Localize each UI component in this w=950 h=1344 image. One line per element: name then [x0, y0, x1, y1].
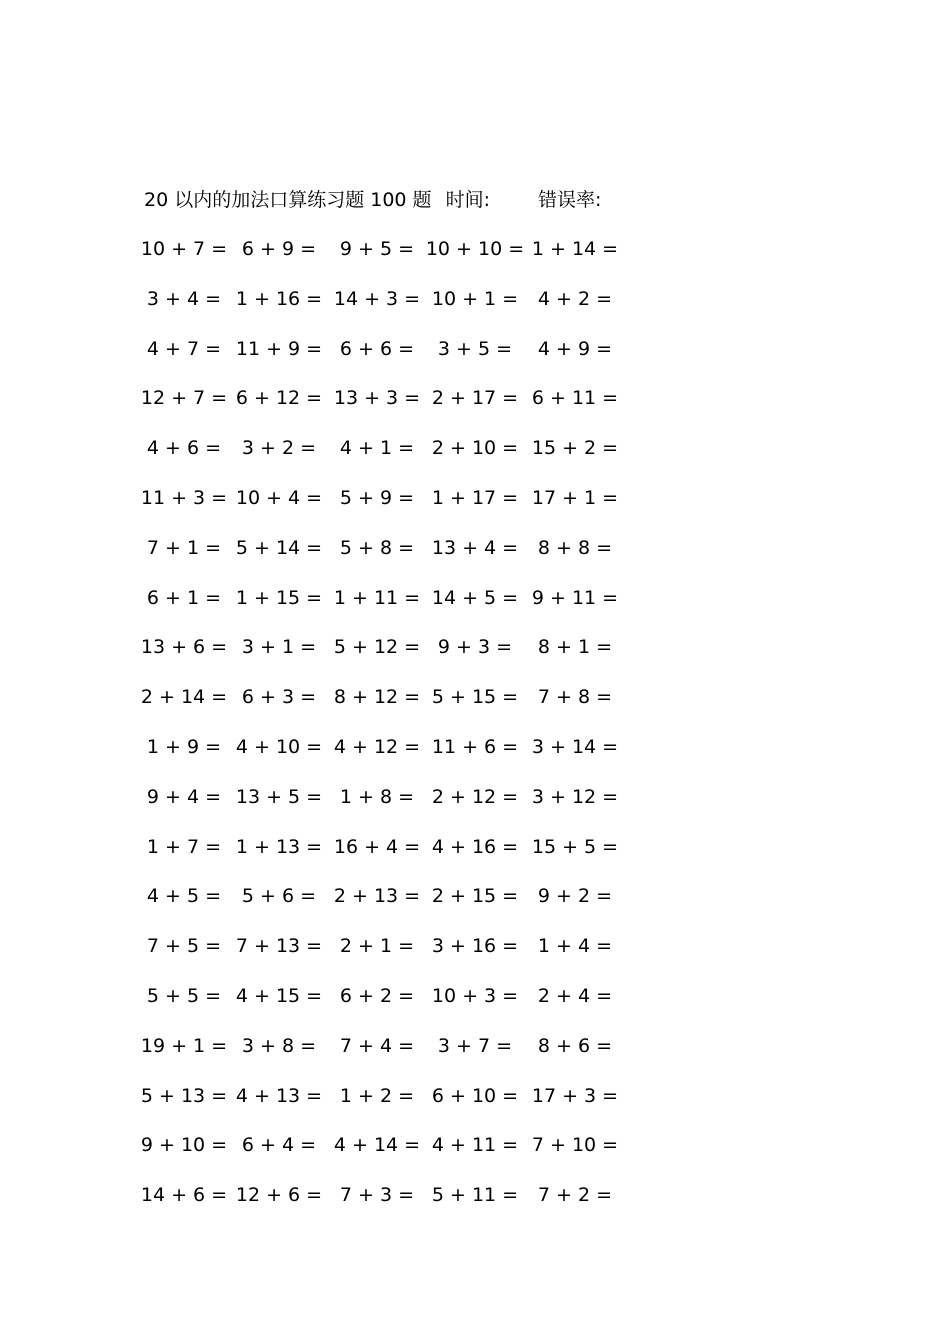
problem-item: 1 + 4 =	[537, 935, 613, 958]
problem-item: 5 + 5 =	[146, 985, 222, 1007]
problem-row	[0, 782, 950, 812]
problem-item: 5 + 8 =	[339, 536, 415, 559]
problem-item: 9 + 2 =	[537, 885, 613, 908]
problem-item: 10 + 1 =	[431, 287, 519, 310]
problem-item: 6 + 1 =	[146, 586, 222, 609]
problem-item: 2 + 13 =	[333, 885, 421, 908]
problem-item: 1 + 8 =	[339, 785, 415, 808]
problem-item: 17 + 1 =	[531, 487, 619, 509]
problem-item: 9 + 11 =	[531, 586, 619, 609]
problem-item: 7 + 5 =	[146, 935, 222, 958]
problem-item: 4 + 11 =	[431, 1134, 519, 1157]
worksheet-header	[144, 186, 601, 214]
problem-row	[0, 981, 950, 1011]
problem-item: 3 + 5 =	[437, 337, 513, 360]
problem-row	[0, 533, 950, 563]
problem-item: 3 + 16 =	[431, 935, 519, 958]
problem-item: 6 + 10 =	[431, 1084, 519, 1107]
problem-item: 11 + 6 =	[431, 736, 519, 758]
problem-item: 4 + 13 =	[235, 1084, 323, 1107]
problem-item: 7 + 8 =	[537, 686, 613, 709]
problem-item: 6 + 11 =	[531, 387, 619, 410]
problem-item: 11 + 3 =	[140, 487, 228, 509]
problem-item: 4 + 5 =	[146, 885, 222, 908]
problem-item: 7 + 2 =	[537, 1184, 613, 1207]
problem-item: 19 + 1 =	[140, 1034, 228, 1057]
problem-item: 5 + 12 =	[333, 636, 421, 659]
problem-item: 2 + 17 =	[431, 387, 519, 410]
problem-row	[0, 832, 950, 862]
problem-item: 5 + 6 =	[241, 885, 317, 908]
problem-item: 13 + 6 =	[140, 636, 228, 659]
problem-row	[0, 1180, 950, 1210]
problem-item: 5 + 11 =	[431, 1184, 519, 1207]
problem-item: 2 + 12 =	[431, 785, 519, 808]
problem-item: 8 + 12 =	[333, 686, 421, 709]
problem-item: 9 + 4 =	[146, 785, 222, 808]
worksheet-title: 20 以内的加法口算练习题 100 题	[144, 189, 432, 211]
problem-item: 7 + 3 =	[339, 1184, 415, 1207]
problem-item: 3 + 8 =	[241, 1034, 317, 1057]
problem-row	[0, 632, 950, 662]
problem-item: 2 + 10 =	[431, 437, 519, 460]
error-rate-label: 错误率:	[537, 189, 602, 211]
problem-item: 2 + 4 =	[537, 985, 613, 1007]
problem-item: 3 + 2 =	[241, 437, 317, 460]
problem-item: 4 + 6 =	[146, 437, 222, 460]
problem-item: 5 + 9 =	[339, 487, 415, 509]
time-label: 时间:	[445, 189, 490, 211]
problem-item: 6 + 3 =	[241, 686, 317, 709]
problem-item: 4 + 1 =	[339, 437, 415, 460]
problem-item: 1 + 16 =	[235, 287, 323, 310]
problem-item: 14 + 5 =	[431, 586, 519, 609]
problem-row	[0, 234, 950, 264]
problem-item: 14 + 3 =	[333, 287, 421, 310]
problem-item: 4 + 12 =	[333, 736, 421, 758]
problem-item: 14 + 6 =	[140, 1184, 228, 1207]
problem-item: 7 + 10 =	[531, 1134, 619, 1157]
problem-row	[0, 732, 950, 762]
problem-item: 2 + 1 =	[339, 935, 415, 958]
problem-item: 9 + 10 =	[140, 1134, 228, 1157]
problem-item: 2 + 15 =	[431, 885, 519, 908]
problem-item: 5 + 15 =	[431, 686, 519, 709]
problem-item: 7 + 4 =	[339, 1034, 415, 1057]
problem-item: 1 + 17 =	[431, 487, 519, 509]
problem-item: 8 + 1 =	[537, 636, 613, 659]
problem-item: 15 + 2 =	[531, 437, 619, 460]
problem-item: 3 + 14 =	[531, 736, 619, 758]
problem-item: 8 + 6 =	[537, 1034, 613, 1057]
problem-row	[0, 383, 950, 413]
problem-item: 4 + 10 =	[235, 736, 323, 758]
problem-item: 6 + 9 =	[241, 238, 317, 260]
problem-item: 4 + 15 =	[235, 985, 323, 1007]
problem-item: 11 + 9 =	[235, 337, 323, 360]
problem-item: 9 + 3 =	[437, 636, 513, 659]
problem-row	[0, 433, 950, 463]
problem-item: 13 + 4 =	[431, 536, 519, 559]
problem-row	[0, 583, 950, 613]
problem-item: 8 + 8 =	[537, 536, 613, 559]
problem-item: 4 + 14 =	[333, 1134, 421, 1157]
problem-item: 3 + 1 =	[241, 636, 317, 659]
problem-row	[0, 881, 950, 911]
problem-item: 4 + 2 =	[537, 287, 613, 310]
problem-row	[0, 483, 950, 513]
problem-item: 1 + 7 =	[146, 835, 222, 858]
problem-item: 12 + 6 =	[235, 1184, 323, 1207]
problem-row	[0, 1081, 950, 1111]
problem-item: 3 + 4 =	[146, 287, 222, 310]
problem-item: 1 + 11 =	[333, 586, 421, 609]
problem-item: 13 + 3 =	[333, 387, 421, 410]
problem-item: 4 + 7 =	[146, 337, 222, 360]
problem-item: 4 + 16 =	[431, 835, 519, 858]
problem-row	[0, 682, 950, 712]
problem-row	[0, 1031, 950, 1061]
problem-item: 4 + 9 =	[537, 337, 613, 360]
problem-item: 16 + 4 =	[333, 835, 421, 858]
problem-item: 1 + 14 =	[531, 238, 619, 260]
problem-item: 7 + 1 =	[146, 536, 222, 559]
problem-item: 10 + 3 =	[431, 985, 519, 1007]
problem-item: 12 + 7 =	[140, 387, 228, 410]
problem-item: 1 + 9 =	[146, 736, 222, 758]
problem-item: 10 + 4 =	[235, 487, 323, 509]
problem-item: 15 + 5 =	[531, 835, 619, 858]
problem-item: 9 + 5 =	[339, 238, 415, 260]
problem-row	[0, 931, 950, 961]
problem-item: 1 + 15 =	[235, 586, 323, 609]
problem-row	[0, 334, 950, 364]
problem-item: 13 + 5 =	[235, 785, 323, 808]
problem-item: 5 + 14 =	[235, 536, 323, 559]
problem-item: 7 + 13 =	[235, 935, 323, 958]
problem-item: 1 + 2 =	[339, 1084, 415, 1107]
problem-item: 6 + 4 =	[241, 1134, 317, 1157]
problem-row	[0, 1130, 950, 1160]
problem-item: 17 + 3 =	[531, 1084, 619, 1107]
problem-item: 6 + 12 =	[235, 387, 323, 410]
problem-item: 6 + 2 =	[339, 985, 415, 1007]
problem-item: 10 + 10 =	[425, 238, 525, 260]
problem-item: 5 + 13 =	[140, 1084, 228, 1107]
problem-item: 6 + 6 =	[339, 337, 415, 360]
problem-row	[0, 284, 950, 314]
problem-item: 3 + 7 =	[437, 1034, 513, 1057]
problem-item: 1 + 13 =	[235, 835, 323, 858]
problem-item: 10 + 7 =	[140, 238, 228, 260]
problem-item: 3 + 12 =	[531, 785, 619, 808]
problem-item: 2 + 14 =	[140, 686, 228, 709]
